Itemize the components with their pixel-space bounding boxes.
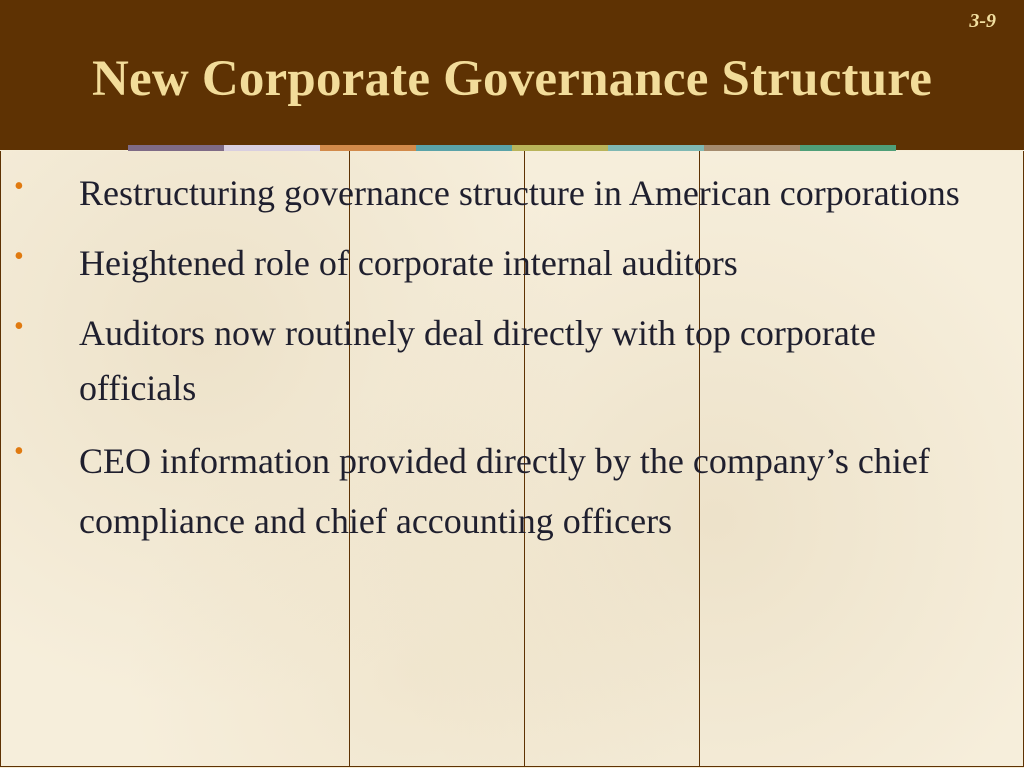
list-item [0,431,1000,551]
bullet-text: Heightened role of corporate internal auditors [79,243,738,283]
bullet-icon: • [14,311,24,342]
bullet-text: Auditors now routinely deal directly with top corporate officials [79,313,876,408]
bullet-icon: • [14,436,24,467]
list-item [0,166,1000,221]
slide-header [0,0,1024,150]
slide-number: 3-9 [969,10,996,32]
list-item [0,306,1000,416]
bullet-icon: • [14,241,24,272]
bullet-text: CEO information provided directly by the company’s chief compliance and chief accounting officers [79,441,930,541]
list-item [0,236,1000,291]
bullet-text: Restructuring governance structure in American corporations [79,173,960,213]
bullet-list [0,166,1000,566]
slide-title: New Corporate Governance Structure [91,51,933,107]
bullet-icon: • [14,171,24,202]
